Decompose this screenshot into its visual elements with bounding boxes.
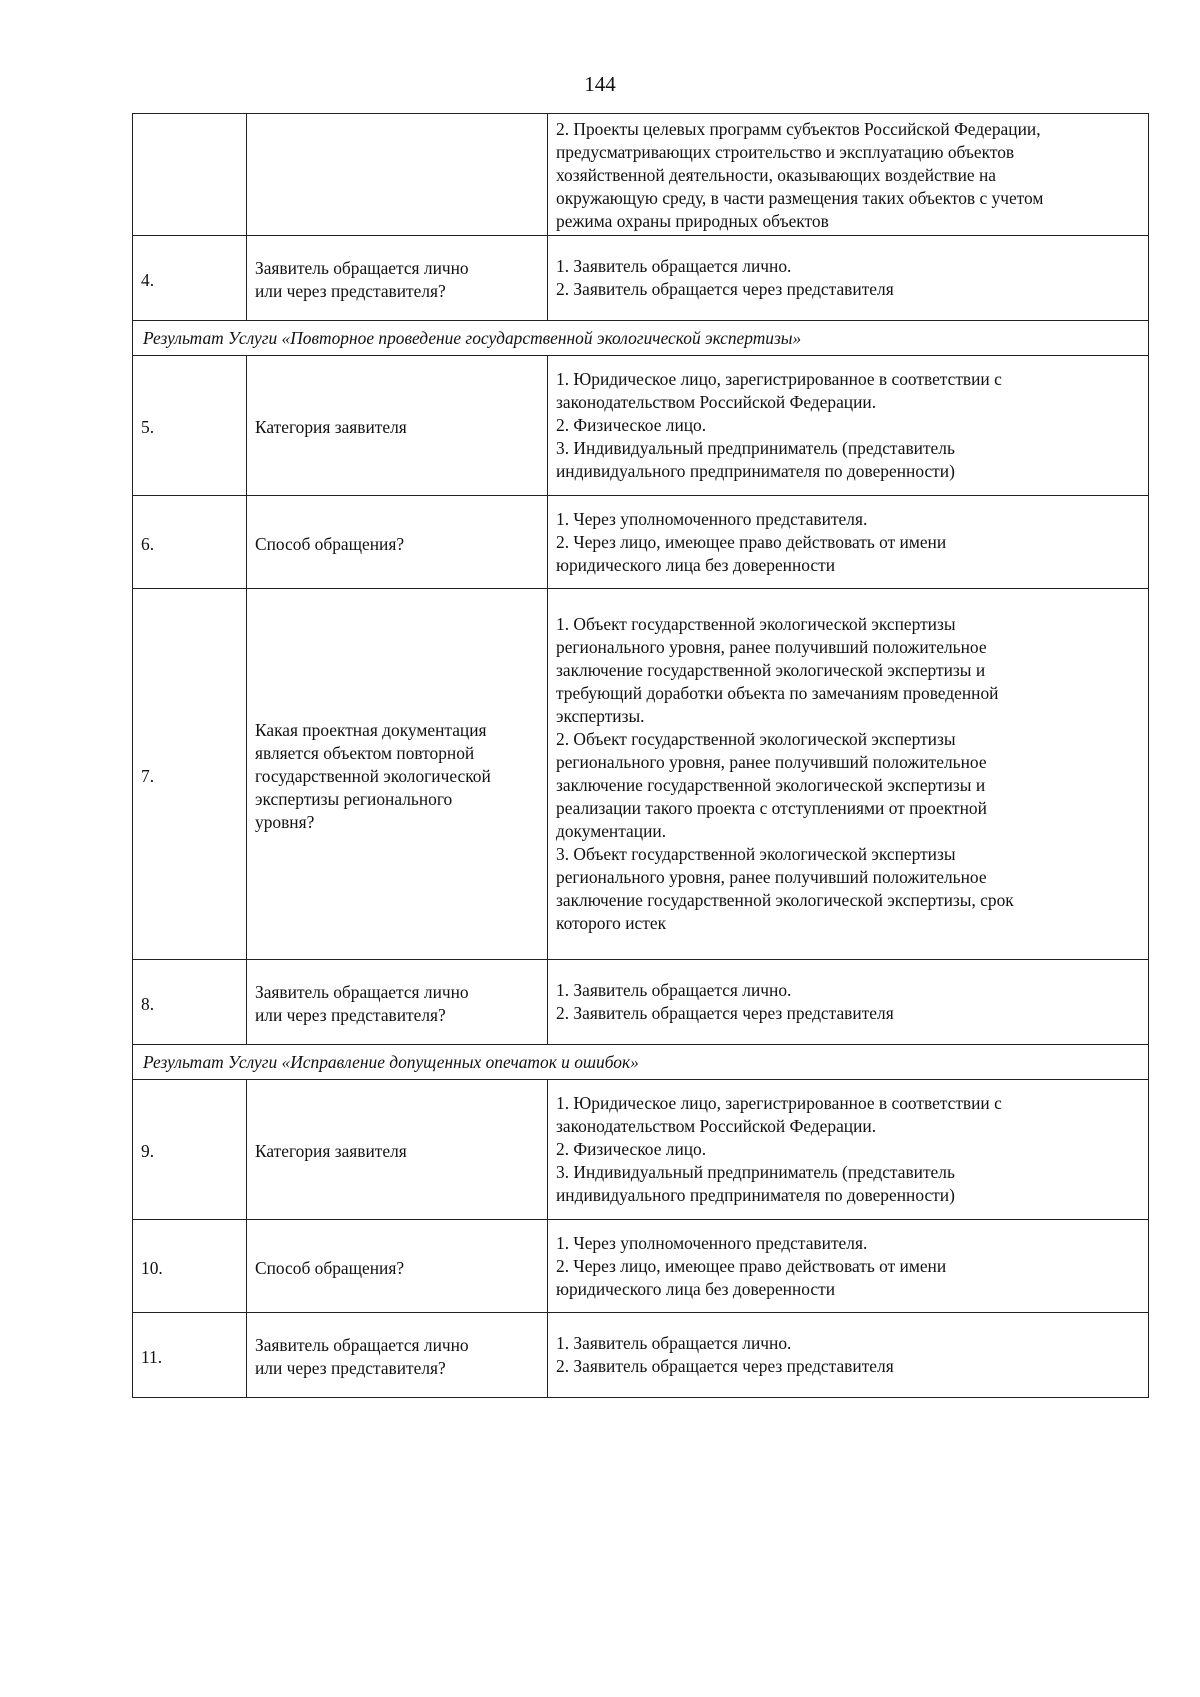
text-line: 2. Физическое лицо. [556, 1139, 707, 1159]
table-row [133, 1313, 1149, 1398]
question-cell [247, 960, 548, 1045]
question-cell [247, 1313, 548, 1398]
text-line: юридического лица без доверенности [556, 1278, 836, 1299]
row-number-cell: 10. [133, 1220, 247, 1313]
text-line: 2. Заявитель обращается через представителя [556, 1003, 894, 1023]
row-number-cell: 11. [133, 1313, 247, 1398]
text-line: Способ обращения? [255, 1257, 405, 1278]
text-line: окружающую среду, в части размещения таких объектов с учетом [556, 188, 1044, 208]
text-line: режима охраны природных объектов [556, 211, 829, 231]
answer-cell [548, 356, 1149, 496]
row-number-cell: 6. [133, 496, 247, 589]
text-line: юридического лица без доверенности [556, 554, 836, 575]
table-row [133, 496, 1149, 589]
text-line: индивидуального предпринимателя по доверенности) [556, 1185, 955, 1205]
text-line: хозяйственной деятельности, оказывающих воздействие на [556, 165, 996, 185]
text-line: Категория заявителя [255, 1141, 407, 1161]
text-line: регионального уровня, ранее получивший положительное [556, 867, 987, 887]
text-line: уровня? [255, 811, 315, 832]
text-line: 3. Объект государственной экологической экспертизы [556, 844, 956, 864]
row-number-cell [133, 114, 247, 236]
text-line: Заявитель обращается лично [255, 1335, 469, 1355]
text-line: 1. Через уполномоченного представителя. [556, 508, 868, 529]
table-row [133, 1220, 1149, 1313]
text-line: Заявитель обращается лично [255, 982, 469, 1002]
section-title: Результат Услуги «Повторное проведение государственной экологической экспертизы» [133, 321, 1149, 356]
question-cell [247, 496, 548, 589]
text-line: 2. Объект государственной экологической экспертизы [556, 729, 956, 749]
answer-cell [548, 1080, 1149, 1220]
text-line: предусматривающих строительство и эксплуатацию объектов [556, 142, 1015, 162]
table-row [133, 356, 1149, 496]
text-line: 2. Заявитель обращается через представителя [556, 1356, 894, 1376]
row-number-cell: 8. [133, 960, 247, 1045]
text-line: регионального уровня, ранее получивший положительное [556, 637, 987, 657]
text-line: 1. Заявитель обращается лично. [556, 256, 792, 276]
text-line: которого истек [556, 913, 667, 933]
row-number-cell: 7. [133, 589, 247, 960]
text-line: 3. Индивидуальный предприниматель (представитель [556, 438, 955, 458]
answer-cell [548, 496, 1149, 589]
text-line: экспертизы регионального [255, 788, 453, 809]
text-line: документации. [556, 821, 667, 841]
text-line: 2. Через лицо, имеющее право действовать от имени [556, 531, 947, 552]
section-title: Результат Услуги «Исправление допущенных опечаток и ошибок» [133, 1045, 1149, 1080]
table-row [133, 589, 1149, 960]
row-number-cell: 9. [133, 1080, 247, 1220]
question-cell [247, 589, 548, 960]
text-line: законодательством Российской Федерации. [556, 1116, 877, 1136]
section-header-row [133, 321, 1149, 356]
text-line: 1. Через уполномоченного представителя. [556, 1232, 868, 1253]
text-line: государственной экологической [255, 765, 491, 786]
table-row [133, 1080, 1149, 1220]
text-line: Способ обращения? [255, 533, 405, 554]
text-line: или через представителя? [255, 1005, 446, 1025]
document-table [132, 113, 1149, 1398]
answer-cell [548, 960, 1149, 1045]
text-line: или через представителя? [255, 281, 446, 301]
answer-cell [548, 114, 1149, 236]
question-cell [247, 114, 548, 236]
page-number: 144 [584, 72, 616, 96]
text-line: 3. Индивидуальный предприниматель (представитель [556, 1162, 955, 1182]
text-line: экспертизы. [556, 706, 645, 726]
text-line: Какая проектная документация [255, 719, 487, 740]
text-line: требующий доработки объекта по замечаниям проведенной [556, 683, 999, 703]
answer-cell [548, 1220, 1149, 1313]
text-line: 1. Юридическое лицо, зарегистрированное в соответствии с [556, 369, 1002, 389]
text-line: реализации такого проекта с отступлениями от проектной [556, 798, 987, 818]
text-line: 2. Заявитель обращается через представителя [556, 279, 894, 299]
row-number-cell: 4. [133, 236, 247, 321]
text-line: законодательством Российской Федерации. [556, 392, 877, 412]
text-line: заключение государственной экологической экспертизы, срок [556, 890, 1014, 910]
answer-cell [548, 1313, 1149, 1398]
text-line: 1. Заявитель обращается лично. [556, 1333, 792, 1353]
text-line: 1. Юридическое лицо, зарегистрированное в соответствии с [556, 1093, 1002, 1113]
table-row [133, 960, 1149, 1045]
table-row [133, 114, 1149, 236]
text-line: 1. Заявитель обращается лично. [556, 980, 792, 1000]
text-line: индивидуального предпринимателя по доверенности) [556, 461, 955, 481]
text-line: или через представителя? [255, 1358, 446, 1378]
text-line: Заявитель обращается лично [255, 258, 469, 278]
question-cell [247, 356, 548, 496]
question-cell [247, 236, 548, 321]
text-line: Категория заявителя [255, 417, 407, 437]
text-line: является объектом повторной [255, 742, 475, 763]
text-line: регионального уровня, ранее получивший положительное [556, 752, 987, 772]
text-line: 2. Проекты целевых программ субъектов Российской Федерации, [556, 119, 1041, 139]
question-cell [247, 1080, 548, 1220]
answer-cell [548, 589, 1149, 960]
answer-cell [548, 236, 1149, 321]
text-line: заключение государственной экологической экспертизы и [556, 660, 986, 680]
table-row [133, 236, 1149, 321]
question-cell [247, 1220, 548, 1313]
text-line: заключение государственной экологической экспертизы и [556, 775, 986, 795]
text-line: 2. Через лицо, имеющее право действовать от имени [556, 1255, 947, 1276]
text-line: 1. Объект государственной экологической экспертизы [556, 614, 956, 634]
row-number-cell: 5. [133, 356, 247, 496]
text-line: 2. Физическое лицо. [556, 415, 707, 435]
section-header-row [133, 1045, 1149, 1080]
